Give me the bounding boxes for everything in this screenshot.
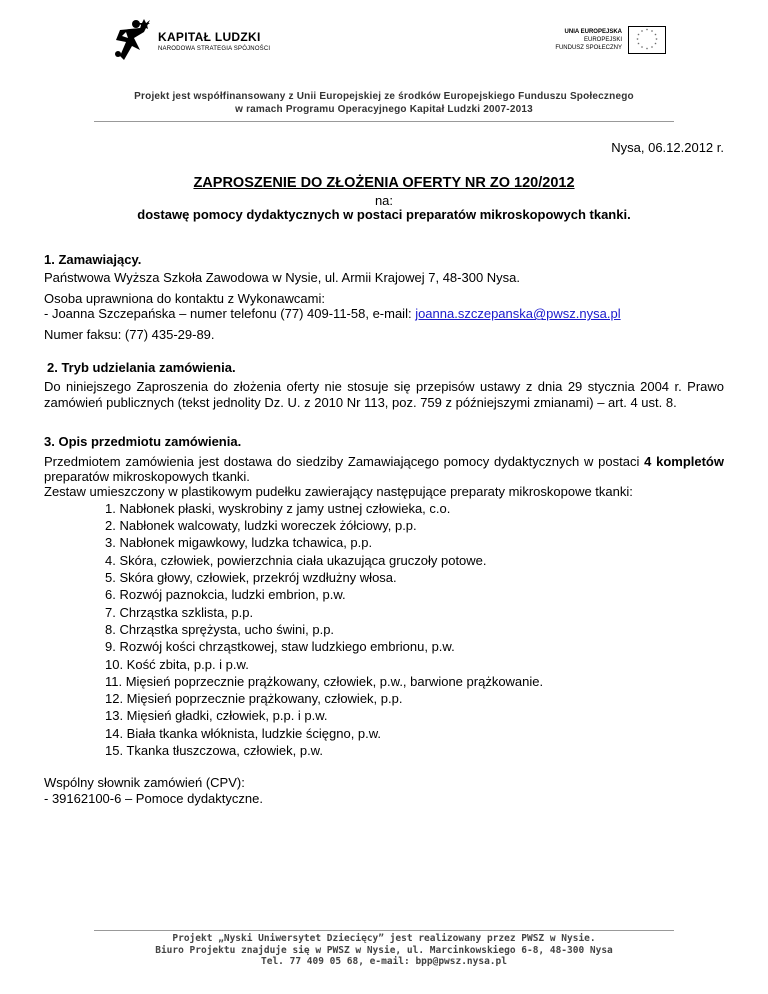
list-item: 14. Biała tkanka włóknista, ludzkie ścięgno, p.w. — [105, 725, 382, 741]
list-item: 2. Nabłonek walcowaty, ludzki woreczek żółciowy, p.p. — [105, 518, 417, 534]
cpv-value: - 39162100-6 – Pomoce dydaktyczne. — [44, 790, 263, 806]
eu-logo — [540, 26, 666, 70]
svg-text:*: * — [646, 28, 648, 33]
title-na: na: — [374, 193, 394, 208]
list-item: 8. Chrząstka sprężysta, ucho świni, p.p. — [105, 621, 335, 637]
page-footer — [0, 933, 768, 968]
section2-text: Do niniejszego Zaproszenia do złożenia oferty nie stosuje się przepisów ustawy z dnia 29 stycznia 2004 r. Prawo zamówień publicznych (tekst jednolity Dz. U. z 2010 Nr 113, poz. 759 z późniejszymi zmianami) – art. 4 ust. 8. — [44, 379, 724, 410]
project-cofinance-line-1: Projekt jest współfinansowany z Unii Europejskiej ze środków Europejskiego Funduszu Społecznego — [134, 91, 634, 102]
svg-text:*: * — [655, 37, 658, 43]
kl-logo-title: KAPITAŁ LUDZKI — [158, 30, 261, 44]
list-item: 13. Mięsień gładki, człowiek, p.p. i p.w. — [105, 708, 328, 724]
section3-heading: 3. Opis przedmiotu zamówienia. — [44, 434, 242, 450]
document-body — [44, 240, 724, 806]
list-item: 12. Mięsień poprzecznie prążkowany, człowiek, p.p. — [105, 691, 403, 707]
p1-text-a: Przedmiotem zamówienia jest dostawa do siedziby Zamawiającego pomocy dydaktycznych w postaci — [44, 453, 645, 469]
section1-address: Państwowa Wyższa Szkoła Zawodowa w Nysie, ul. Armii Krajowej 7, 48-300 Nysa. — [44, 270, 521, 286]
list-item: 1. Nabłonek płaski, wyskrobiny z jamy ustnej człowieka, c.o. — [105, 500, 451, 516]
eu-flag-icon — [628, 26, 666, 54]
svg-text:*: * — [637, 42, 640, 47]
page-title: ZAPROSZENIE DO ZŁOŻENIA OFERTY NR ZO 120/2012 — [193, 175, 575, 191]
svg-text:*: * — [636, 37, 639, 43]
eu-line3: FUNDUSZ SPOŁECZNY — [555, 45, 622, 51]
section1-heading: 1. Zamawiający. — [44, 252, 142, 267]
list-item: 9. Rozwój kości chrząstkowej, staw ludzkiego embrionu, p.w. — [105, 639, 455, 655]
header-logos — [0, 14, 768, 74]
p1-text-b: preparatów mikroskopowych tkanki. — [44, 469, 250, 485]
footer-line-3: Tel. 77 409 05 68, e-mail: bpp@pwsz.nysa.pl — [261, 956, 507, 967]
list-item: 5. Skóra głowy, człowiek, przekrój wzdłużny włosa. — [105, 570, 397, 586]
footer-divider — [94, 930, 674, 931]
list-item: 15. Tkanka tłuszczowa, człowiek, p.w. — [105, 743, 323, 759]
section1-contact — [44, 306, 724, 321]
svg-text:*: * — [651, 29, 653, 35]
kl-logo-subtitle: NARODOWA STRATEGIA SPÓJNOŚCI — [158, 46, 271, 52]
document-date: Nysa, 06.12.2012 r. — [611, 140, 724, 155]
svg-text:*: * — [637, 33, 640, 38]
eu-logo-text — [555, 28, 622, 52]
footer-line-1: Projekt „Nyski Uniwersytet Dziecięcy” jest realizowany przez PWSZ w Nysie. — [172, 933, 596, 944]
section1-fax: Numer faksu: (77) 435-29-89. — [44, 326, 215, 342]
kapital-ludzki-logo — [110, 16, 270, 68]
p1-bold: 4 kompletów — [644, 453, 724, 469]
eu-line2: EUROPEJSKI — [583, 37, 622, 43]
eu-line1: UNIA EUROPEJSKA — [564, 29, 622, 35]
svg-text:*: * — [641, 45, 643, 51]
header-divider — [94, 121, 674, 122]
section1-contact-label: Osoba uprawniona do kontaktu z Wykonawcami: — [44, 290, 325, 306]
svg-text:*: * — [641, 29, 643, 35]
svg-text:*: * — [646, 47, 648, 52]
svg-text:*: * — [654, 42, 657, 47]
cpv-label: Wspólny słownik zamówień (CPV): — [44, 775, 245, 791]
list-item: 11. Mięsień poprzecznie prążkowany, człowiek, p.w., barwione prążkowanie. — [105, 673, 544, 689]
email-link[interactable]: joanna.szczepanska@pwsz.nysa.pl — [415, 306, 621, 322]
kapital-ludzki-logo-icon — [110, 16, 154, 66]
footer-line-2: Biuro Projektu znajduje się w PWSZ w Nysie, ul. Marcinkowskiego 6-8, 48-300 Nysa — [155, 944, 613, 956]
contact-text: - Joanna Szczepańska – numer telefonu (77) 409-11-58, e-mail: — [44, 306, 416, 322]
list-item: 7. Chrząstka szklista, p.p. — [105, 604, 254, 620]
list-item: 3. Nabłonek migawkowy, ludzka tchawica, p.p. — [105, 535, 373, 551]
list-item: 10. Kość zbita, p.p. i p.w. — [105, 656, 249, 672]
section3-paragraph-1 — [44, 454, 724, 485]
preparation-list — [44, 500, 724, 759]
section3-paragraph-2: Zestaw umieszczony w plastikowym pudełku zawierający następujące preparaty mikroskopowe tkanki: — [44, 484, 633, 500]
svg-text:*: * — [654, 33, 657, 38]
list-item: 6. Rozwój paznokcia, ludzki embrion, p.w. — [105, 587, 346, 603]
svg-text:*: * — [651, 45, 653, 51]
list-item: 4. Skóra, człowiek, powierzchnia ciała ukazująca gruczoły potowe. — [105, 552, 487, 568]
subject-line: dostawę pomocy dydaktycznych w postaci preparatów mikroskopowych tkanki. — [137, 207, 631, 222]
project-cofinance-line-2: w ramach Programu Operacyjnego Kapitał Ludzki 2007-2013 — [235, 104, 533, 115]
section2-heading: 2. Tryb udzielania zamówienia. — [47, 360, 236, 376]
